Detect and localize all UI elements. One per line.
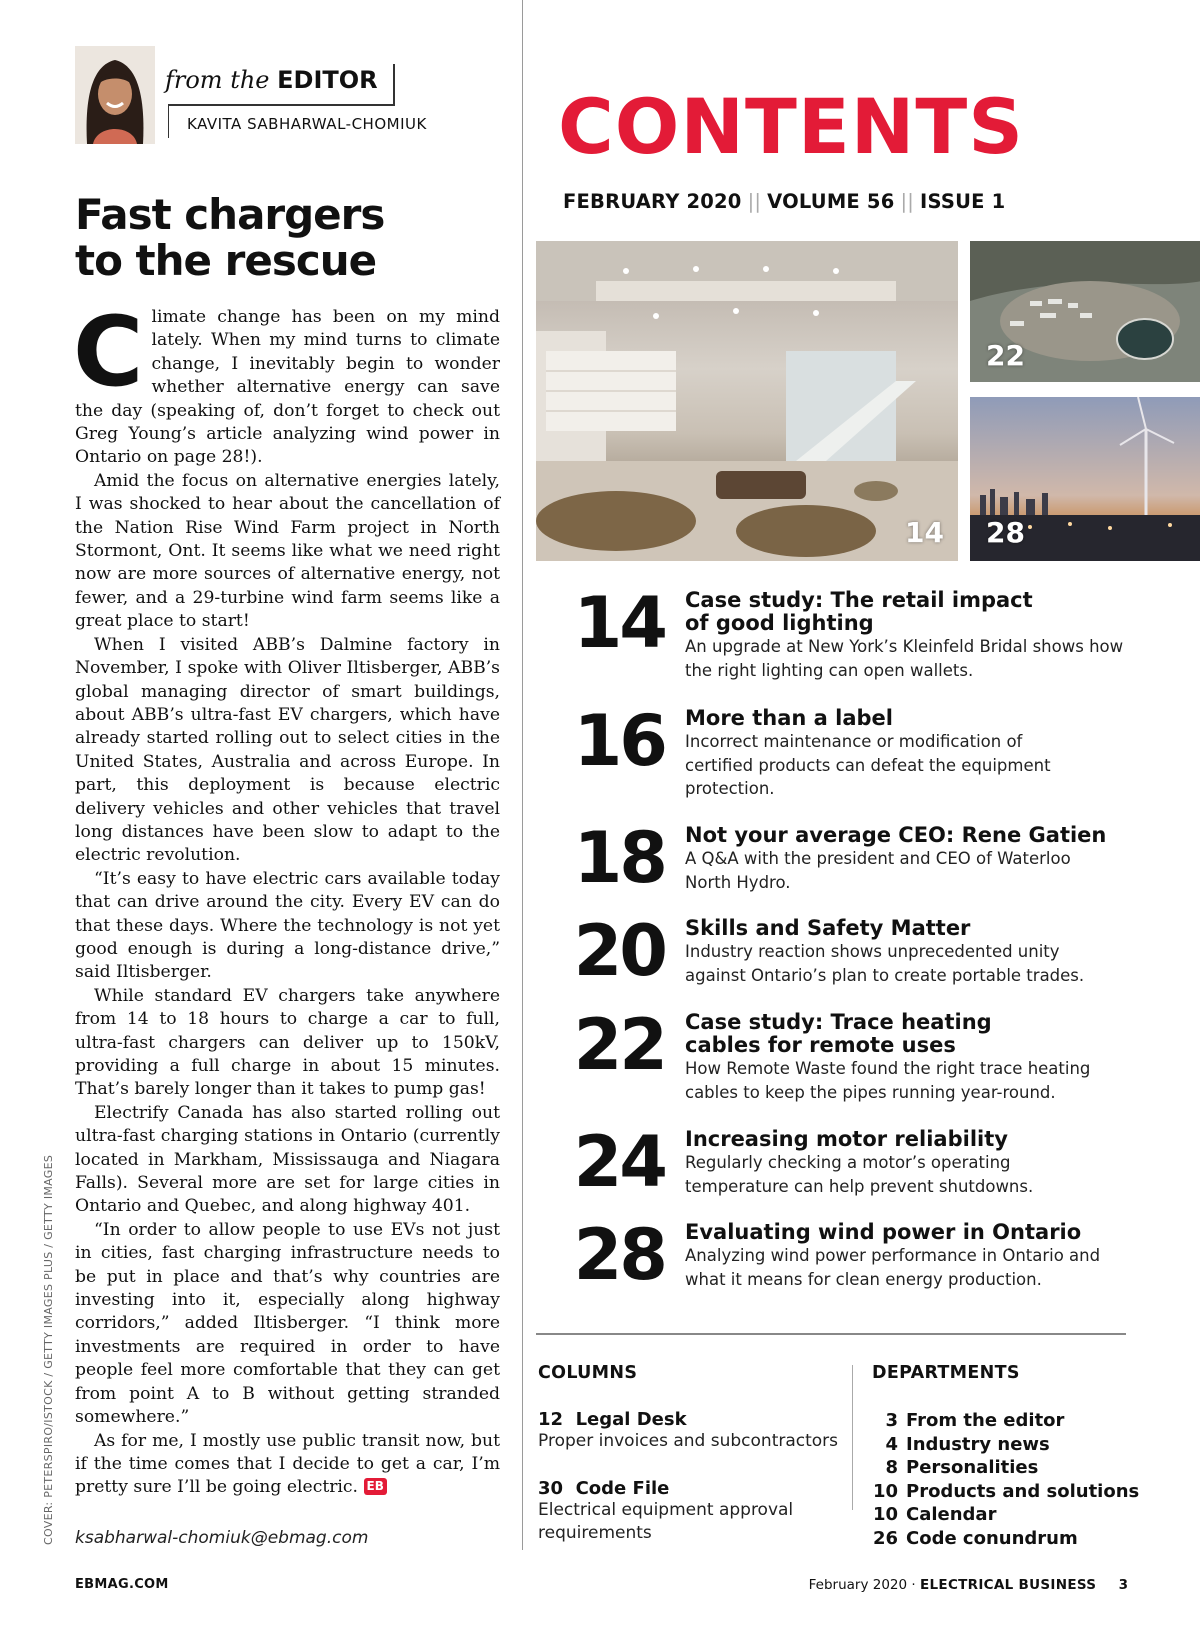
section-divider [536, 1333, 1126, 1335]
footer-date: February 2020 · [808, 1577, 916, 1593]
page-number: 3 [1118, 1577, 1128, 1593]
column-title: 30 Code File [538, 1478, 670, 1499]
paragraph-7: “In order to allow people to use EVs not just in cities, fast charging infrastructure needs to be put in place and that’s why countries are investing into it, especially along highway corridors,” added Iltisberger. “I think more investments are required in order to have people feel more comfortable that they can get from point A to B without getting stranded somewhere.” [75, 1219, 500, 1428]
toc-title: Evaluating wind power in Ontario [685, 1220, 1082, 1244]
footer-publication [809, 1577, 1128, 1593]
department-page: 10 [872, 1480, 898, 1502]
toc-text [685, 824, 1125, 894]
toc-page-number: 20 [573, 910, 665, 992]
eb-end-mark-icon: EB [364, 1478, 387, 1495]
separator: || [747, 190, 762, 213]
toc-description: An upgrade at New York’s Kleinfeld Bridal shows how the right lighting can open wallets. [685, 637, 1124, 680]
column-entry[interactable] [538, 1478, 848, 1545]
editor-email-link[interactable]: ksabharwal-chomiuk@ebmag.com [75, 1528, 369, 1548]
footer-magazine: ELECTRICAL BUSINESS [920, 1577, 1097, 1593]
department-entry[interactable] [872, 1433, 1139, 1457]
toc-page-number: 24 [573, 1121, 665, 1203]
department-page: 26 [872, 1527, 898, 1549]
toc-description: Analyzing wind power performance in Ontario and what it means for clean energy production. [685, 1246, 1101, 1289]
toc-title: More than a label [685, 706, 893, 730]
paragraph-1: Climate change has been on my mind lately. When my mind turns to climate change, I inevitably begin to wonder whether alternative energy can save the day (speaking of, don’t forget to check out Greg Young’s article analyzing wind power in Ontario on page 28!). [73, 296, 500, 468]
headline-line-1: Fast chargers [75, 190, 385, 239]
paragraph-2: Amid the focus on alternative energies lately, I was shocked to hear about the cancellation of the Nation Rise Wind Farm project in North Stormont, Ont. It seems like what we need right now are more sources of alternative energy, not fewer, and a 29-turbine wind farm seems like a great place to start! [75, 470, 500, 632]
article-headline [75, 192, 505, 284]
from-the-label: from the [165, 66, 270, 94]
toc-title: Not your average CEO: Rene Gatien [685, 823, 1107, 847]
toc-page-number: 28 [573, 1214, 665, 1296]
department-page: 8 [885, 1457, 898, 1478]
editor-label: EDITOR [277, 66, 378, 94]
toc-description: Incorrect maintenance or modification of certified products can defeat the equipment protection. [685, 732, 1051, 798]
column-divider [522, 0, 523, 1550]
editor-section-heading [165, 66, 378, 94]
toc-item[interactable] [560, 817, 1120, 915]
toc-item[interactable] [560, 1121, 1120, 1219]
paragraph-8: As for me, I mostly use public transit now, but if the time comes that I decide to get a car, I’m pretty sure I’ll be going electric. EB [75, 1430, 500, 1498]
department-name: Code conundrum [906, 1527, 1078, 1549]
toc-page-number: 14 [573, 582, 665, 664]
department-entry[interactable] [872, 1480, 1139, 1504]
image-page-label: 14 [905, 516, 944, 549]
toc-description: Industry reaction shows unprecedented unity against Ontario’s plan to create portable trades. [685, 942, 1085, 985]
contents-list [560, 582, 1124, 1314]
toc-item[interactable] [560, 1214, 1120, 1314]
column-title: 12 Legal Desk [538, 1409, 687, 1430]
toc-text [685, 1221, 1125, 1291]
department-entry[interactable] [872, 1456, 1139, 1480]
toc-description: A Q&A with the president and CEO of Waterloo North Hydro. [685, 849, 1071, 892]
paragraph-4: “It’s easy to have electric cars available today that can drive around the city. Every EV can do that these days. Where the technology is not yet good enough is during a long-distance drive,” said Iltisberger. [75, 868, 500, 983]
issue-info [563, 190, 1005, 213]
image-page-label: 22 [986, 339, 1025, 372]
editor-header-frame-stem [168, 104, 169, 138]
toc-description: Regularly checking a motor’s operating temperature can help prevent shutdowns. [685, 1153, 1034, 1196]
paragraph-3: When I visited ABB’s Dalmine factory in November, I spoke with Oliver Iltisberger, ABB’s global managing director of smart buildings, about ABB’s ultra-fast EV chargers, which have already started rolling out to select cities in the United States, Australia and across Europe. In part, this deployment is because electric delivery vehicles and other vehicles that travel long distances have been slow to adapt to the electric revolution. [75, 634, 500, 866]
department-entry[interactable] [872, 1527, 1139, 1551]
paragraph-5: While standard EV chargers take anywhere from 14 to 18 hours to charge a car to full, ultra-fast chargers can deliver up to 150kV, providing a full charge in about 15 minutes. That’s barely longer than it takes to pump gas! [75, 985, 500, 1100]
column-description: Proper invoices and subcontractors [538, 1431, 839, 1451]
toc-text [685, 1011, 1125, 1104]
toc-item[interactable] [560, 582, 1124, 705]
toc-title: Case study: The retail impact of good lighting [685, 588, 1033, 635]
paragraph-6: Electrify Canada has also started rolling out ultra-fast charging stations in Ontario (currently located in Markham, Mississauga and Niagara Falls). Several more are set for large cities in Ontario and Quebec, and along highway 401. [75, 1102, 500, 1217]
toc-title: Increasing motor reliability [685, 1127, 1008, 1151]
department-name: Personalities [906, 1457, 1039, 1478]
toc-text [685, 917, 1125, 987]
toc-item[interactable] [560, 1004, 1120, 1126]
editor-photo [75, 46, 155, 144]
cover-image-remote-site[interactable] [970, 241, 1200, 382]
toc-page-number: 22 [573, 1004, 665, 1086]
toc-text [685, 589, 1125, 682]
toc-page-number: 18 [573, 817, 665, 899]
section-rule [852, 1365, 853, 1510]
issue-month: FEBRUARY 2020 [563, 190, 742, 213]
toc-item[interactable] [560, 910, 1120, 1009]
toc-description: How Remote Waste found the right trace heating cables to keep the pipes running year-round. [685, 1059, 1091, 1102]
department-entry[interactable] [872, 1503, 1139, 1527]
issue-number: ISSUE 1 [920, 190, 1006, 213]
article-body [73, 296, 500, 1500]
department-page: 10 [872, 1504, 898, 1525]
toc-title: Case study: Trace heating cables for remote uses [685, 1010, 992, 1057]
department-name: Products and solutions [906, 1480, 1140, 1502]
department-name: Industry news [906, 1433, 1050, 1455]
toc-text [685, 707, 1125, 801]
departments-list [872, 1409, 1139, 1550]
department-page: 3 [885, 1410, 898, 1431]
department-name: Calendar [906, 1504, 997, 1525]
column-description: Electrical equipment approval requirements [538, 1500, 794, 1543]
drop-cap: C [73, 296, 144, 408]
contents-title: CONTENTS [558, 82, 1024, 171]
toc-text [685, 1128, 1125, 1198]
footer-site[interactable]: EBMAG.COM [75, 1577, 169, 1592]
toc-title: Skills and Safety Matter [685, 916, 971, 940]
column-entry[interactable] [538, 1409, 848, 1453]
issue-volume: VOLUME 56 [767, 190, 895, 213]
editor-name: KAVITA SABHARWAL-CHOMIUK [187, 115, 427, 133]
departments-heading: DEPARTMENTS [872, 1363, 1020, 1383]
photo-credit: COVER: PETERSPIRO/ISTOCK / GETTY IMAGES PLUS / GETTY IMAGES [42, 1154, 55, 1545]
image-page-label: 28 [986, 516, 1025, 549]
separator: || [900, 190, 915, 213]
columns-heading: COLUMNS [538, 1363, 638, 1383]
department-page: 4 [885, 1433, 898, 1455]
headline-line-2: to the rescue [75, 236, 377, 285]
department-entry[interactable] [872, 1409, 1139, 1433]
toc-item[interactable] [560, 700, 1120, 822]
department-name: From the editor [906, 1410, 1065, 1431]
toc-page-number: 16 [573, 700, 665, 782]
cover-image-bridal-store[interactable] [536, 241, 958, 561]
cover-image-wind-turbine[interactable] [970, 397, 1200, 561]
